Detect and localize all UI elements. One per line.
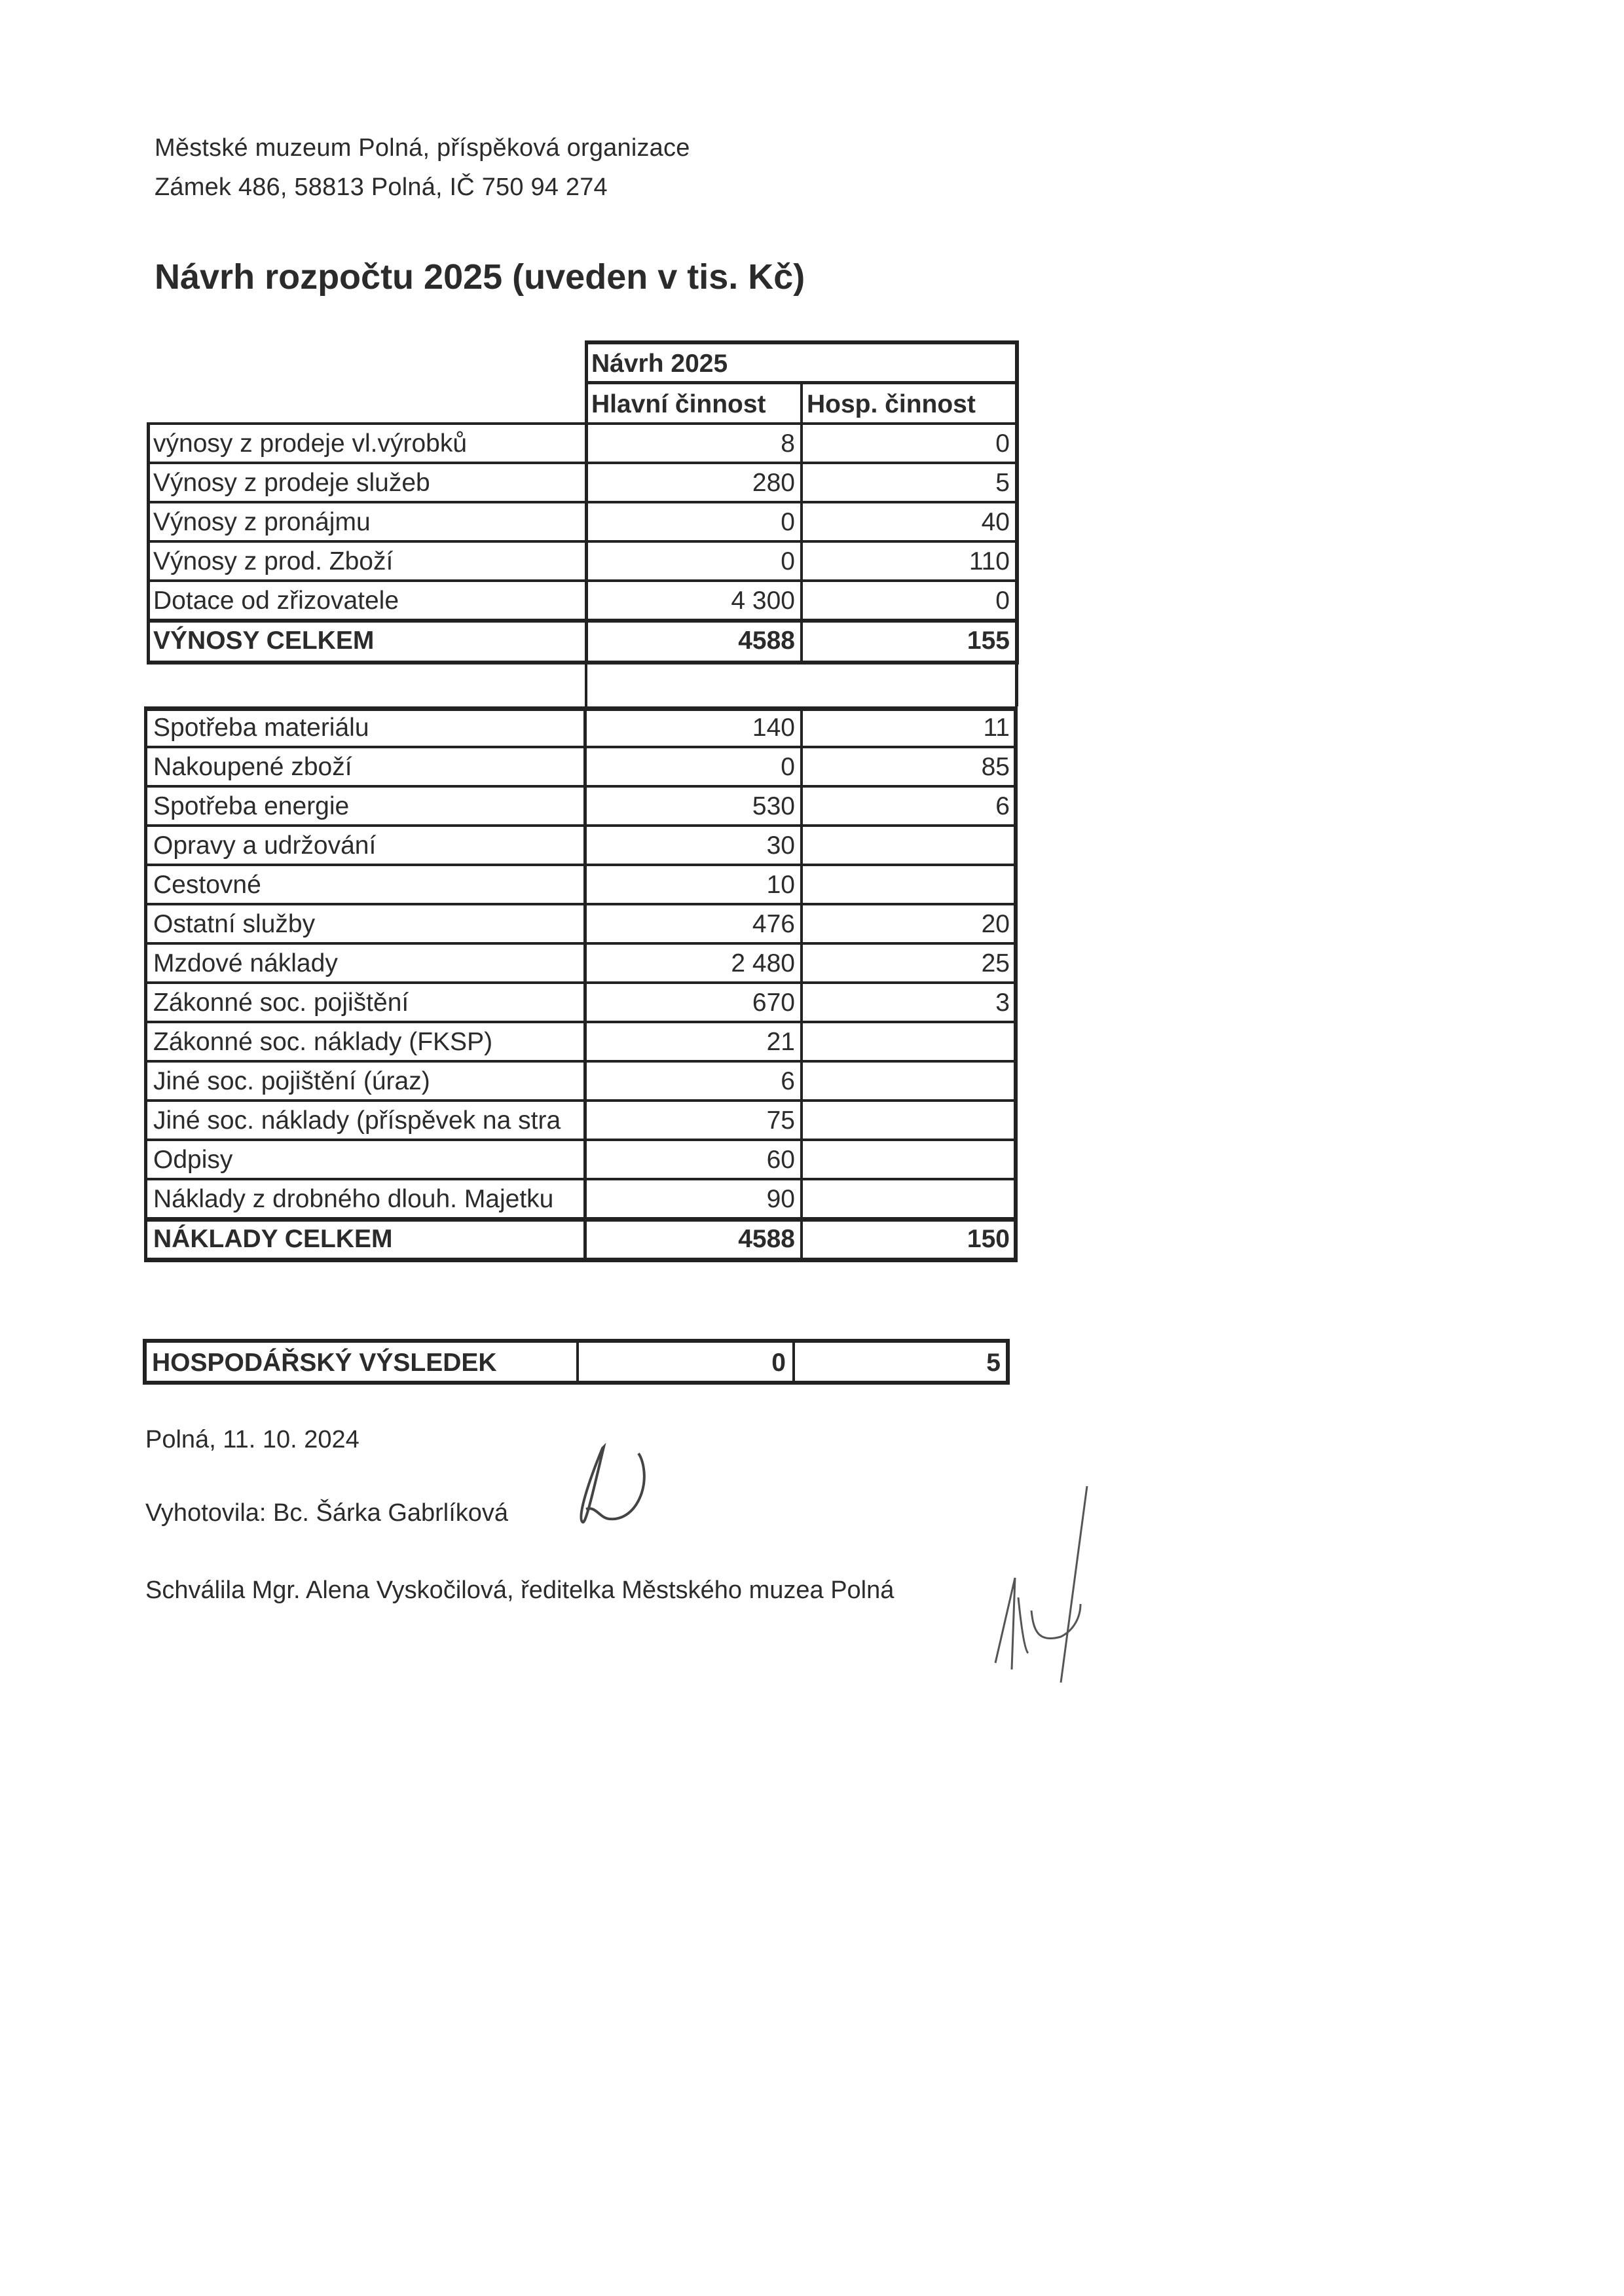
row-value-econ: 40 <box>981 507 1010 536</box>
row-value-main: 75 <box>766 1106 795 1135</box>
row-value-econ: 11 <box>983 713 1010 742</box>
row-label: Zákonné soc. pojištění <box>153 988 409 1017</box>
row-value-econ <box>803 1023 1014 1060</box>
grid-line <box>144 706 147 1262</box>
row-label: Cestovné <box>153 870 261 899</box>
row-value-econ: 5 <box>995 468 1010 497</box>
row-value-main: 21 <box>766 1027 795 1056</box>
row-label: Výnosy z prod. Zboží <box>153 547 394 575</box>
column-header-main: Hlavní činnost <box>591 390 766 418</box>
row-value-main: 2 480 <box>731 949 795 977</box>
signature-director <box>982 1480 1113 1689</box>
result-value-main: 0 <box>771 1348 786 1377</box>
row-label: Spotřeba energie <box>153 792 350 820</box>
row-value-main: 8 <box>781 429 795 458</box>
row-value-econ <box>803 866 1014 903</box>
row-label: Nakoupené zboží <box>153 752 352 781</box>
row-label: Odpisy <box>153 1145 233 1174</box>
grid-line <box>147 661 1016 665</box>
row-label: Jiné soc. pojištění (úraz) <box>153 1066 430 1095</box>
approved-by: Schválila Mgr. Alena Vyskočilová, ředitelka Městského muzea Polná <box>145 1576 895 1604</box>
signature-preparer <box>570 1440 701 1532</box>
row-label: Dotace od zřizovatele <box>153 586 399 615</box>
row-value-main: 6 <box>781 1066 795 1095</box>
costs-total-main: 4588 <box>738 1224 795 1253</box>
row-value-main: 4 300 <box>731 586 795 615</box>
row-label: Spotřeba materiálu <box>153 713 369 742</box>
grid-line <box>1015 422 1019 665</box>
grid-line <box>583 706 587 1262</box>
grid-line <box>585 665 587 706</box>
row-value-econ: 25 <box>981 949 1010 977</box>
row-label: Výnosy z pronájmu <box>153 507 371 536</box>
row-value-econ: 3 <box>995 988 1010 1017</box>
revenues-total-main: 4588 <box>738 626 795 655</box>
prepared-by: Vyhotovila: Bc. Šárka Gabrlíková <box>145 1499 509 1527</box>
row-value-main: 140 <box>752 713 795 742</box>
org-address: Zámek 486, 58813 Polná, IČ 750 94 274 <box>155 173 608 201</box>
costs-total-econ: 150 <box>967 1224 1010 1253</box>
row-label: Mzdové náklady <box>153 949 338 977</box>
row-label: Opravy a udržování <box>153 831 377 860</box>
costs-total-label: NÁKLADY CELKEM <box>153 1224 393 1253</box>
row-value-main: 476 <box>752 909 795 938</box>
row-value-econ: 6 <box>995 792 1010 820</box>
row-label: Zákonné soc. náklady (FKSP) <box>153 1027 493 1056</box>
row-label: Jiné soc. náklady (příspěvek na stra <box>153 1106 561 1135</box>
grid-line <box>585 422 588 665</box>
row-value-econ: 110 <box>969 547 1010 575</box>
place-date: Polná, 11. 10. 2024 <box>145 1426 360 1453</box>
document-title: Návrh rozpočtu 2025 (uveden v tis. Kč) <box>155 257 805 297</box>
row-value-main: 0 <box>781 752 795 781</box>
row-label: výnosy z prodeje vl.výrobků <box>153 429 468 458</box>
row-value-econ: 20 <box>981 909 1010 938</box>
row-value-econ <box>803 1102 1014 1139</box>
org-name: Městské muzeum Polná, příspěková organizace <box>155 134 690 162</box>
revenues-total-econ: 155 <box>967 626 1010 655</box>
row-value-main: 0 <box>781 547 795 575</box>
row-value-main: 530 <box>752 792 795 820</box>
revenues-total-label: VÝNOSY CELKEM <box>153 626 375 655</box>
column-header-econ: Hosp. činnost <box>807 390 976 418</box>
grid-line <box>1014 706 1018 1262</box>
grid-line <box>800 706 803 1262</box>
row-value-econ <box>803 1141 1014 1178</box>
row-value-main: 10 <box>766 870 795 899</box>
grid-line <box>1015 665 1018 706</box>
grid-line <box>147 1258 1016 1262</box>
row-value-econ <box>803 827 1014 864</box>
row-value-econ: 0 <box>995 429 1010 458</box>
grid-line <box>147 422 150 665</box>
row-value-main: 30 <box>766 831 795 860</box>
row-label: Výnosy z prodeje služeb <box>153 468 430 497</box>
row-value-main: 670 <box>752 988 795 1017</box>
row-value-econ <box>803 1063 1014 1099</box>
row-value-main: 60 <box>766 1145 795 1174</box>
grid-line <box>800 422 803 665</box>
result-label: HOSPODÁŘSKÝ VÝSLEDEK <box>152 1348 497 1377</box>
row-value-econ: 0 <box>995 586 1010 615</box>
row-label: Náklady z drobného dlouh. Majetku <box>153 1184 554 1213</box>
result-value-econ: 5 <box>986 1348 1001 1377</box>
row-value-main: 280 <box>752 468 795 497</box>
row-value-main: 0 <box>781 507 795 536</box>
row-value-econ <box>803 1180 1014 1217</box>
column-group-header: Návrh 2025 <box>591 349 728 378</box>
row-value-main: 90 <box>766 1184 795 1213</box>
row-value-econ: 85 <box>981 752 1010 781</box>
row-label: Ostatní služby <box>153 909 316 938</box>
